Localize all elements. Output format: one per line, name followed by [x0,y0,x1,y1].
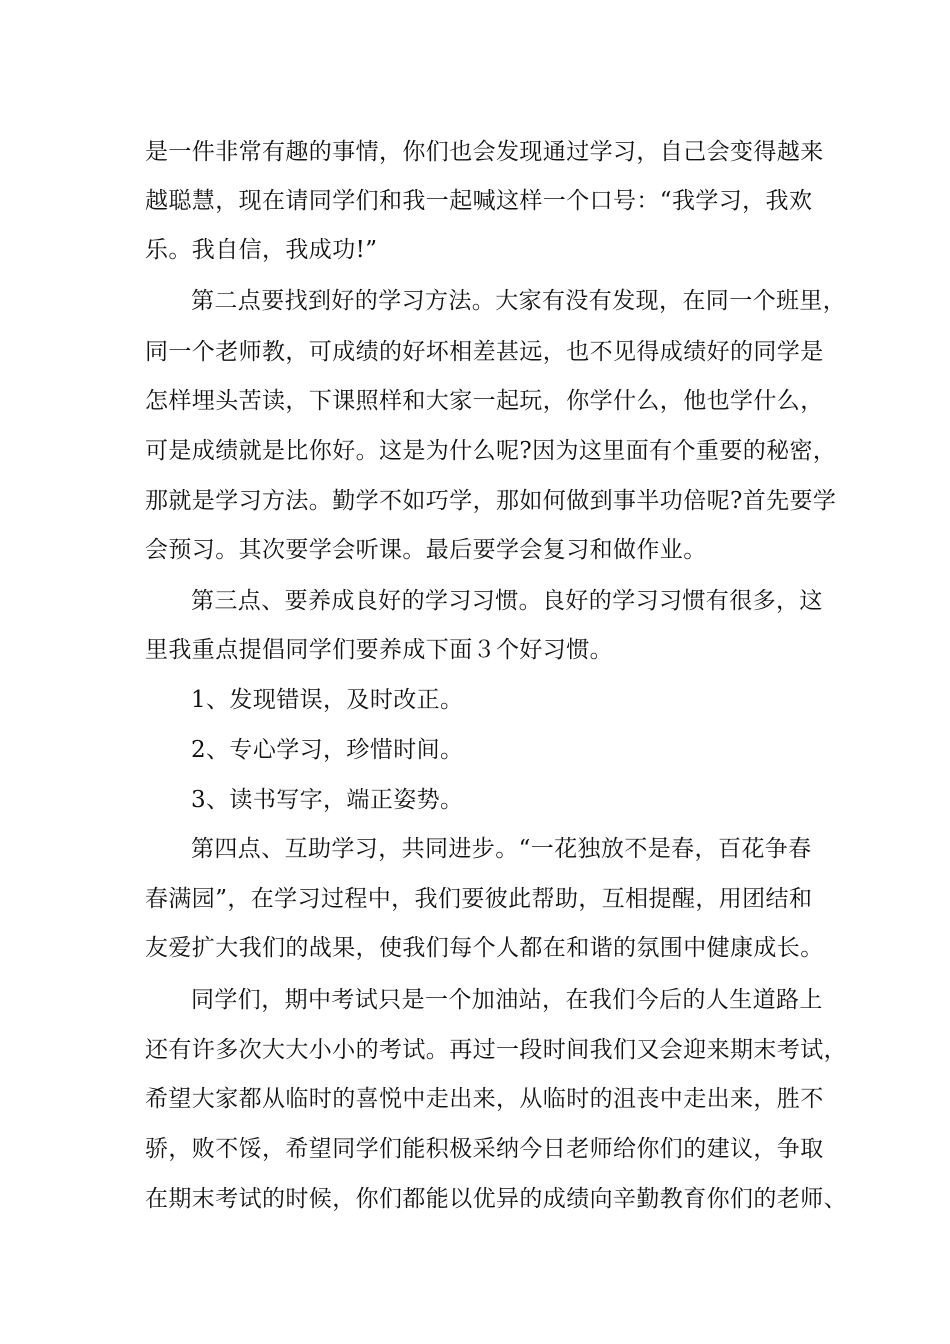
paragraph-start-line: 同学们，期中考试只是一个加油站，在我们今后的人生道路上 [191,987,823,1013]
text-line: 同一个老师教，可成绩的好坏相差甚远，也不见得成绩好的同学是 [145,339,824,365]
text-line: 在期末考试的时候，你们都能以优异的成绩向辛勤教育你们的老师、 [145,1186,847,1212]
text-line: 希望大家都从临时的喜悦中走出来，从临时的沮丧中走出来，胜不 [145,1086,824,1112]
paragraph-start-line: 第二点要找到好的学习方法。大家有没有发现，在同一个班里， [191,288,847,314]
list-item: 1、发现错误，及时改正。 [191,687,464,713]
text-line: 里我重点提倡同学们要养成下面３个好习惯。 [145,637,613,663]
text-line: 春满园”，在学习过程中，我们要彼此帮助，互相提醒，用团结和 [145,886,813,912]
text-line: 可是成绩就是比你好。这是为什么呢?因为这里面有个重要的秘密， [145,438,837,464]
text-line: 那就是学习方法。勤学不如巧学，那如何做到事半功倍呢?首先要学 [145,488,837,514]
paragraph-start-line: 第四点、互助学习，共同进步。“一花独放不是春，百花争春 [191,836,812,862]
text-line: 乐。我自信，我成功!” [145,237,378,263]
text-line: 骄，败不馁，希望同学们能积极采纳今日老师给你们的建议，争取 [145,1136,824,1162]
text-line: 还有许多次大大小小的考试。再过一段时间我们又会迎来期末考试， [145,1037,847,1063]
text-line: 越聪慧，现在请同学们和我一起喊这样一个口号：“我学习，我欢 [145,188,813,214]
paragraph-start-line: 第三点、要养成良好的学习习惯。良好的学习习惯有很多，这 [191,588,823,614]
text-line: 友爱扩大我们的战果，使我们每个人都在和谐的氛围中健康成长。 [145,935,824,961]
text-line: 是一件非常有趣的事情，你们也会发现通过学习，自己会变得越来 [145,139,824,165]
list-item: 3、读书写字，端正姿势。 [191,787,464,813]
list-item: 2、专心学习，珍惜时间。 [191,737,464,763]
text-line: 怎样埋头苦读，下课照样和大家一起玩，你学什么，他也学什么， [145,388,824,414]
text-line: 会预习。其次要学会听课。最后要学会复习和做作业。 [145,537,707,563]
